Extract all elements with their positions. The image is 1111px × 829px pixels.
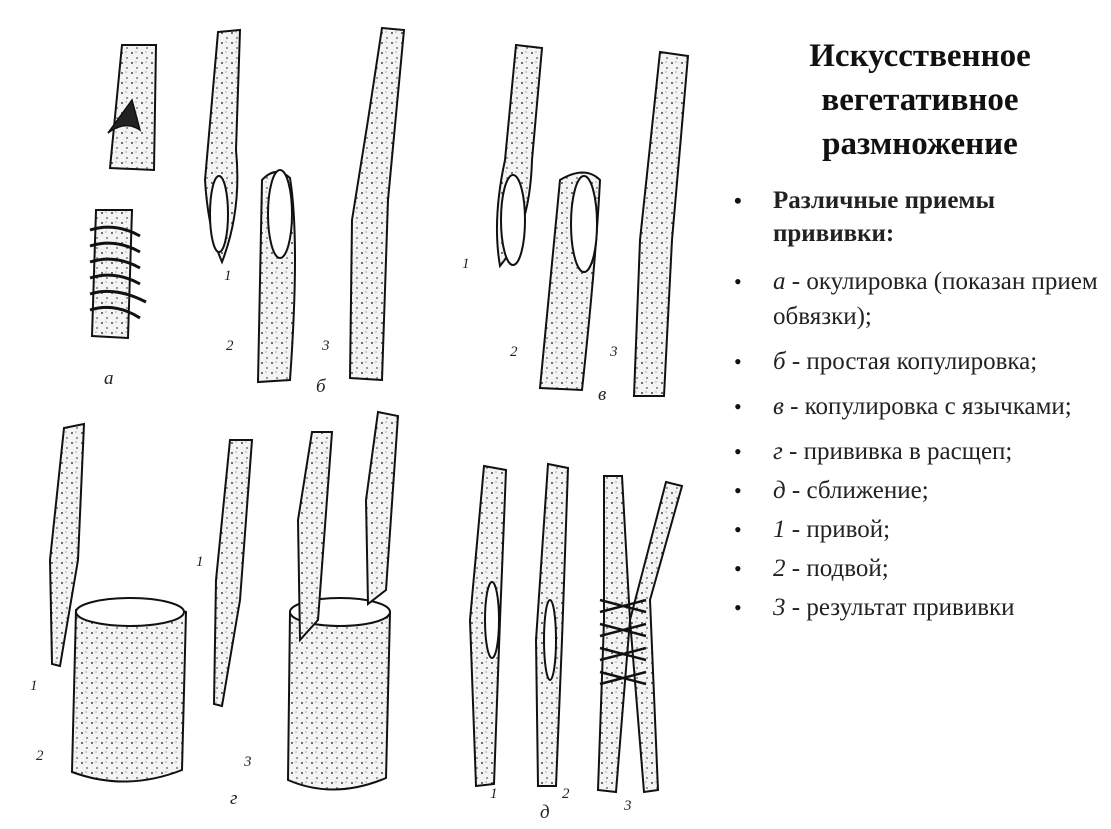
cut-surface-d-2 (544, 600, 556, 680)
label-b-2: 2 (226, 338, 234, 354)
item-text: - прививка в расщеп; (782, 438, 1013, 465)
label-b-1: 1 (224, 268, 232, 284)
list-item (728, 512, 1108, 547)
label-b-3: 3 (322, 338, 330, 354)
label-v-3: 3 (610, 344, 618, 360)
item-text: - результат прививки (785, 594, 1015, 621)
figure-v (462, 45, 688, 405)
label-v-2: 2 (510, 344, 518, 360)
figure-label-g: г (230, 788, 238, 809)
figure-label-b: б (316, 376, 326, 397)
item-letter: г (773, 438, 783, 465)
cut-surface-d-1 (485, 582, 499, 658)
item-text: - подвой; (785, 555, 889, 582)
title-line-2: вегетативное (821, 82, 1019, 118)
item-letter: а (773, 268, 786, 295)
item-letter: б (773, 348, 786, 375)
item-letter: 1 (773, 516, 786, 543)
list-item (728, 389, 1108, 424)
figure-d (470, 464, 682, 823)
figure-g (30, 412, 398, 809)
title-line-1: Искусственное (809, 38, 1031, 74)
figure-label-v: в (598, 384, 607, 405)
label-g-3: 3 (244, 754, 252, 770)
title-line-3: размножение (822, 126, 1018, 162)
item-text: - привой; (785, 516, 891, 543)
figure-label-a: а (104, 368, 114, 389)
figure-label-d: д (540, 802, 550, 823)
label-d-1: 1 (490, 786, 498, 802)
figure-b (205, 28, 404, 397)
label-v-1: 1 (462, 256, 470, 272)
item-text: - окулировка (показан прием обвязки); (773, 268, 1098, 330)
list-item (728, 434, 1108, 469)
stem-d-3-right (630, 482, 682, 792)
label-g-1: 1 (30, 678, 38, 694)
list-item (728, 590, 1108, 625)
item-letter: д (773, 477, 786, 504)
list-item (728, 264, 1108, 334)
bullet-list (728, 184, 1108, 629)
result-b (350, 28, 404, 380)
item-letter: в (773, 393, 784, 420)
scion-g-3-right (366, 412, 398, 604)
result-v (634, 52, 688, 396)
label-g-1-second: 1 (196, 554, 204, 570)
list-item (728, 551, 1108, 586)
label-d-3: 3 (624, 798, 632, 814)
list-heading-line-1: Различные приемы (773, 187, 995, 214)
item-text: - сближение; (785, 477, 929, 504)
item-letter: 3 (773, 594, 786, 621)
item-text: - копулировка с язычками; (783, 393, 1072, 420)
label-g-2: 2 (36, 748, 44, 764)
figure-a (90, 45, 156, 389)
page-title (740, 34, 1100, 166)
cut-surface-b-stock (268, 170, 292, 258)
cut-surface-b-scion (210, 176, 228, 252)
list-item (728, 473, 1108, 508)
label-d-2: 2 (562, 786, 570, 802)
list-heading-line-2: прививки: (773, 220, 895, 247)
scion-g-second (214, 440, 252, 706)
cut-surface-v-stock (571, 176, 597, 272)
cut-top-g-2 (76, 598, 184, 626)
list-heading (728, 184, 1108, 250)
item-text: - простая копулировка; (785, 348, 1038, 375)
cut-surface-v-scion (501, 175, 525, 265)
item-letter: 2 (773, 555, 786, 582)
stock-g-2 (72, 601, 186, 781)
list-item (728, 344, 1108, 379)
